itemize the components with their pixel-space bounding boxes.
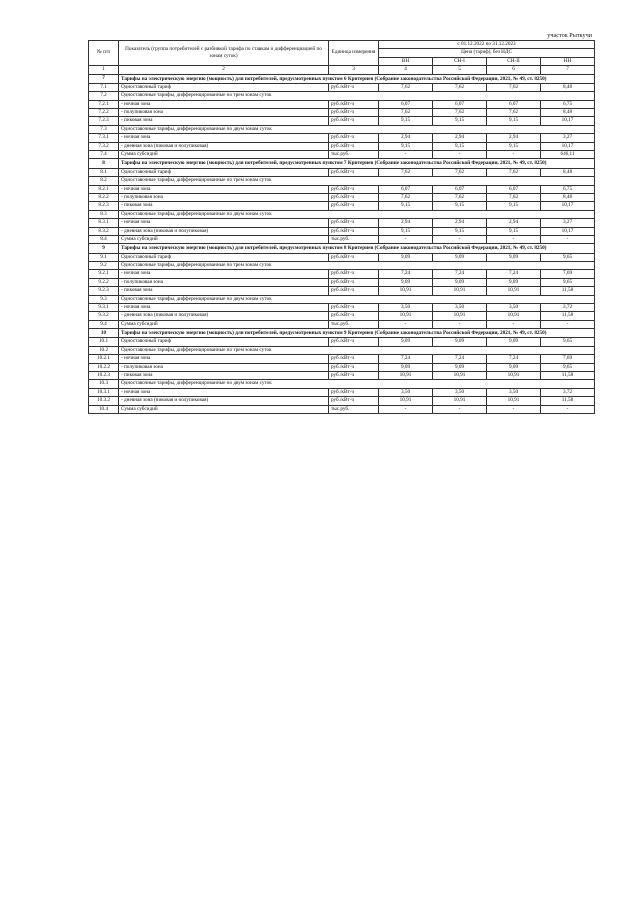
row-indicator: Сумма субсидий [119,235,329,243]
row-indicator: - дневная зона (пиковая и полупиковая) [119,397,329,405]
row-number: 10.3 [89,380,119,388]
row-value: 3,72 [541,303,595,311]
row-indicator: - дневная зона (пиковая и полупиковая) [119,142,329,150]
table-row [89,109,595,117]
row-value: 2,94 [379,134,433,142]
col-number: 6 [487,66,541,74]
row-unit: руб./кВт·ч [329,134,379,142]
table-row [89,235,595,243]
row-unit: руб./кВт·ч [329,355,379,363]
row-indicator: Сумма субсидий [119,151,329,159]
row-indicator: - ночная зона [119,134,329,142]
row-value: 6,07 [433,185,487,193]
row-number: 10.2.1 [89,355,119,363]
row-value: - [433,235,487,243]
row-value: 9,09 [487,278,541,286]
section-number: 7 [89,74,119,83]
section-title: Тарифы на электрическую энергию (мощность) для потребителей, предусмотренных пунктом 9 Критериев (Собрание законодательства Российской Федерации, 2021, № 49, ст. 8250) [119,329,595,338]
row-value: - [541,235,595,243]
row-unit: руб./кВт·ч [329,193,379,201]
row-value: 6,75 [541,185,595,193]
row-value: 3,50 [433,388,487,396]
row-value: - [433,320,487,328]
row-group-label: Одноставочные тарифы, дифференцированные по трем зонам суток [119,92,595,100]
table-row [89,278,595,286]
header-indicator: Показатель (группа потребителей с разбивкой тарифа по ставкам и дифференциацией по зонам суток) [119,41,329,66]
table-row [89,397,595,405]
row-unit: руб./кВт·ч [329,117,379,125]
row-value: 7,62 [379,83,433,91]
row-value: 8,48 [541,193,595,201]
row-unit: руб./кВт·ч [329,168,379,176]
row-value: 9,15 [379,227,433,235]
table-row [89,388,595,396]
row-value: 9,09 [433,278,487,286]
row-group-label: Одноставочные тарифы, дифференцированные по трем зонам суток [119,261,595,269]
table-row [89,295,595,303]
row-group-label: Одноставочные тарифы, дифференцированные по двум зонам суток [119,380,595,388]
row-value: 9,15 [487,142,541,150]
row-value: 10,91 [487,287,541,295]
header-no: № п/п [89,41,119,66]
row-value: 7,62 [487,109,541,117]
row-number: 10.2.3 [89,372,119,380]
row-value: 3,50 [379,388,433,396]
row-indicator: Одноставочный тариф [119,338,329,346]
row-unit: руб./кВт·ч [329,185,379,193]
row-number: 8.2 [89,177,119,185]
row-value: 7,62 [487,193,541,201]
row-value: 3,72 [541,388,595,396]
row-value: 10,91 [433,372,487,380]
table-row [89,202,595,210]
row-value: 10,17 [541,142,595,150]
row-value: 6,75 [541,100,595,108]
row-unit: руб./кВт·ч [329,83,379,91]
header-level: СН-I [433,57,487,65]
row-unit: руб./кВт·ч [329,363,379,371]
row-indicator: Одноставочный тариф [119,253,329,261]
row-number: 10.3.1 [89,388,119,396]
tariff-table [88,40,595,414]
row-value: - [541,405,595,413]
corner-note: участок Рыткучи [547,32,592,39]
row-value: 10,91 [487,312,541,320]
row-number: 7.1 [89,83,119,91]
row-unit: руб./кВт·ч [329,303,379,311]
row-value: 9,09 [487,253,541,261]
table-row [89,363,595,371]
row-indicator: - пиковая зона [119,117,329,125]
row-group-label: Одноставочные тарифы, дифференцированные по двум зонам суток [119,295,595,303]
col-number: 2 [119,66,329,74]
row-value: 9,09 [379,278,433,286]
row-unit: руб./кВт·ч [329,287,379,295]
table-row [89,168,595,176]
row-value: 7,62 [433,168,487,176]
table-row [89,185,595,193]
row-unit: тыс.руб. [329,320,379,328]
row-indicator: - полупиковая зона [119,278,329,286]
row-number: 9.3.1 [89,303,119,311]
row-number: 8.1 [89,168,119,176]
row-number: 9.4 [89,320,119,328]
row-value: 7,24 [379,270,433,278]
row-value: 9,09 [433,253,487,261]
table-row [89,100,595,108]
row-number: 9.3 [89,295,119,303]
row-value: - [487,235,541,243]
row-number: 10.4 [89,405,119,413]
row-number: 7.3.2 [89,142,119,150]
row-value: 7,62 [487,168,541,176]
row-value: 9,09 [379,363,433,371]
row-unit: тыс.руб. [329,151,379,159]
table-row [89,210,595,218]
row-value: 9,15 [433,117,487,125]
section-row [89,329,595,338]
row-value: - [487,151,541,159]
table-row [89,355,595,363]
row-indicator: Сумма субсидий [119,320,329,328]
row-number: 10.2 [89,346,119,354]
row-value: 7,62 [433,109,487,117]
table-row [89,270,595,278]
table-row [89,125,595,133]
row-indicator: - ночная зона [119,270,329,278]
table-row [89,227,595,235]
table-row [89,253,595,261]
row-value: 7,24 [487,270,541,278]
row-unit: тыс.руб. [329,235,379,243]
row-indicator: - ночная зона [119,303,329,311]
row-number: 8.2.1 [89,185,119,193]
row-number: 9.2 [89,261,119,269]
row-number: 7.3 [89,125,119,133]
row-number: 7.4 [89,151,119,159]
row-value: 7,62 [379,168,433,176]
row-unit: руб./кВт·ч [329,270,379,278]
row-value: 10,91 [433,397,487,405]
table-row [89,303,595,311]
row-number: 8.3 [89,210,119,218]
row-value: 9,15 [487,117,541,125]
row-value: 2,94 [487,134,541,142]
row-value: 10,17 [541,202,595,210]
row-value: 2,94 [433,219,487,227]
table-row [89,142,595,150]
row-value: 9,15 [433,227,487,235]
row-indicator: - ночная зона [119,185,329,193]
row-unit: тыс.руб. [329,405,379,413]
row-indicator: - пиковая зона [119,202,329,210]
row-indicator: - дневная зона (пиковая и полупиковая) [119,227,329,235]
row-value: 6,07 [487,185,541,193]
row-value: - [541,320,595,328]
table-row [89,320,595,328]
row-indicator: - полупиковая зона [119,109,329,117]
row-value: 7,24 [487,355,541,363]
row-value: 2,94 [433,134,487,142]
section-number: 8 [89,159,119,168]
table-row [89,151,595,159]
row-unit: руб./кВт·ч [329,100,379,108]
section-title: Тарифы на электрическую энергию (мощность) для потребителей, предусмотренных пунктом 7 Критериев (Собрание законодательства Российской Федерации, 2021, № 49, ст. 8250) [119,159,595,168]
row-value: - [379,235,433,243]
row-value: - [433,405,487,413]
table-row [89,380,595,388]
table-row [89,83,595,91]
header-period: с 01.12.2022 по 31.12.2023 [379,41,595,49]
row-number: 9.3.2 [89,312,119,320]
row-value: 9,15 [487,202,541,210]
row-number: 7.2.1 [89,100,119,108]
row-value: 10,91 [433,287,487,295]
row-number: 7.2.2 [89,109,119,117]
row-value: 9,15 [379,202,433,210]
row-indicator: Сумма субсидий [119,405,329,413]
header-level: НН [541,57,595,65]
row-indicator: Одноставочный тариф [119,168,329,176]
row-value: 2,94 [487,219,541,227]
row-number: 7.3.1 [89,134,119,142]
row-value: 7,24 [379,355,433,363]
row-value: 9,65 [541,363,595,371]
row-value: 9,15 [487,227,541,235]
row-indicator: - полупиковая зона [119,193,329,201]
row-value: 3,27 [541,134,595,142]
row-value: 11,58 [541,397,595,405]
row-number: 10.1 [89,338,119,346]
row-unit: руб./кВт·ч [329,142,379,150]
row-value: 7,62 [433,193,487,201]
row-unit: руб./кВт·ч [329,278,379,286]
section-row [89,74,595,83]
row-unit: руб./кВт·ч [329,202,379,210]
row-unit: руб./кВт·ч [329,109,379,117]
header-price: Цена (тариф), без НДС [379,49,595,57]
table-row [89,312,595,320]
row-value: 10,91 [487,372,541,380]
section-row [89,244,595,253]
row-number: 9.2.2 [89,278,119,286]
row-value: 6,07 [487,100,541,108]
tariff-table-body [89,41,595,414]
row-value: 10,91 [379,372,433,380]
row-value: - [379,405,433,413]
row-group-label: Одноставочные тарифы, дифференцированные по трем зонам суток [119,346,595,354]
table-row [89,261,595,269]
row-value: 10,17 [541,117,595,125]
row-value: - [487,405,541,413]
row-group-label: Одноставочные тарифы, дифференцированные по двум зонам суток [119,125,595,133]
table-row [89,193,595,201]
row-number: 10.3.2 [89,397,119,405]
row-value: 11,58 [541,312,595,320]
row-value: 6,07 [379,185,433,193]
row-value: 7,62 [379,109,433,117]
row-value: 6,07 [433,100,487,108]
row-value: 3,27 [541,219,595,227]
row-value: 7,62 [433,83,487,91]
row-unit: руб./кВт·ч [329,253,379,261]
row-value: 3,50 [379,303,433,311]
row-unit: руб./кВт·ч [329,312,379,320]
col-number: 7 [541,66,595,74]
row-group-label: Одноставочные тарифы, дифференцированные по трем зонам суток [119,177,595,185]
header-level: ВН [379,57,433,65]
row-number: 7.2 [89,92,119,100]
table-row [89,134,595,142]
row-value: 9,15 [379,117,433,125]
row-value: 10,91 [379,397,433,405]
row-value: 646,11 [541,151,595,159]
row-unit: руб./кВт·ч [329,219,379,227]
row-value: 9,65 [541,253,595,261]
row-unit: руб./кВт·ч [329,372,379,380]
row-value: - [379,320,433,328]
row-number: 7.2.3 [89,117,119,125]
row-indicator: Одноставочный тариф [119,83,329,91]
row-unit: руб./кВт·ч [329,388,379,396]
row-number: 9.1 [89,253,119,261]
header-row-numbers [89,66,595,74]
row-value: 2,94 [379,219,433,227]
table-row [89,338,595,346]
row-value: - [379,151,433,159]
row-indicator: - ночная зона [119,219,329,227]
row-value: 9,09 [433,363,487,371]
row-number: 8.3.1 [89,219,119,227]
col-number: 4 [379,66,433,74]
col-number: 1 [89,66,119,74]
table-row [89,177,595,185]
row-number: 9.2.1 [89,270,119,278]
row-value: 9,65 [541,338,595,346]
row-value: 9,15 [433,142,487,150]
row-value: 9,09 [487,363,541,371]
row-number: 10.2.2 [89,363,119,371]
header-row [89,41,595,49]
row-indicator: - пиковая зона [119,372,329,380]
row-indicator: - дневная зона (пиковая и полупиковая) [119,312,329,320]
row-value: 9,09 [487,338,541,346]
header-level: СН-II [487,57,541,65]
row-value: 7,24 [433,355,487,363]
row-value: 7,69 [541,355,595,363]
row-value: 11,58 [541,287,595,295]
section-title: Тарифы на электрическую энергию (мощность) для потребителей, предусмотренных пунктом 6 Критериев (Собрание законодательства Российской Федерации, 2021, № 49, ст. 8250) [119,74,595,83]
row-value: 9,15 [379,142,433,150]
col-number: 3 [329,66,379,74]
row-value: 7,69 [541,270,595,278]
row-value: 7,24 [433,270,487,278]
row-value: 9,15 [433,202,487,210]
row-value: 8,48 [541,109,595,117]
header-unit: Единица измерения [329,41,379,66]
row-value: 11,58 [541,372,595,380]
row-number: 8.2.2 [89,193,119,201]
row-number: 8.4 [89,235,119,243]
row-value: 9,09 [433,338,487,346]
row-number: 9.2.3 [89,287,119,295]
row-value: 3,50 [487,303,541,311]
row-value: - [487,320,541,328]
table-row [89,117,595,125]
row-value: 8,48 [541,83,595,91]
table-row [89,219,595,227]
row-value: 3,50 [433,303,487,311]
row-indicator: - полупиковая зона [119,363,329,371]
row-value: 10,91 [487,397,541,405]
row-number: 8.3.2 [89,227,119,235]
row-unit: руб./кВт·ч [329,227,379,235]
table-row [89,405,595,413]
row-indicator: - ночная зона [119,100,329,108]
section-title: Тарифы на электрическую энергию (мощность) для потребителей, предусмотренных пунктом 8 Критериев (Собрание законодательства Российской Федерации, 2021, № 49, ст. 8250) [119,244,595,253]
row-value: 9,09 [379,253,433,261]
row-value: 3,50 [487,388,541,396]
row-value: 7,62 [487,83,541,91]
section-number: 10 [89,329,119,338]
section-number: 9 [89,244,119,253]
table-row [89,372,595,380]
row-value: 8,48 [541,168,595,176]
row-value: 10,91 [433,312,487,320]
row-indicator: - ночная зона [119,355,329,363]
col-number: 5 [433,66,487,74]
row-value: 9,09 [379,338,433,346]
row-value: 10,17 [541,227,595,235]
row-value: 9,65 [541,278,595,286]
row-value: 6,07 [379,100,433,108]
row-group-label: Одноставочные тарифы, дифференцированные по двум зонам суток [119,210,595,218]
row-value: 7,62 [379,193,433,201]
row-unit: руб./кВт·ч [329,338,379,346]
row-number: 8.2.3 [89,202,119,210]
row-indicator: - ночная зона [119,388,329,396]
row-value: 10,91 [379,312,433,320]
table-row [89,92,595,100]
section-row [89,159,595,168]
row-value: 10,91 [379,287,433,295]
table-row [89,287,595,295]
row-indicator: - пиковая зона [119,287,329,295]
table-row [89,346,595,354]
row-value: - [433,151,487,159]
row-unit: руб./кВт·ч [329,397,379,405]
